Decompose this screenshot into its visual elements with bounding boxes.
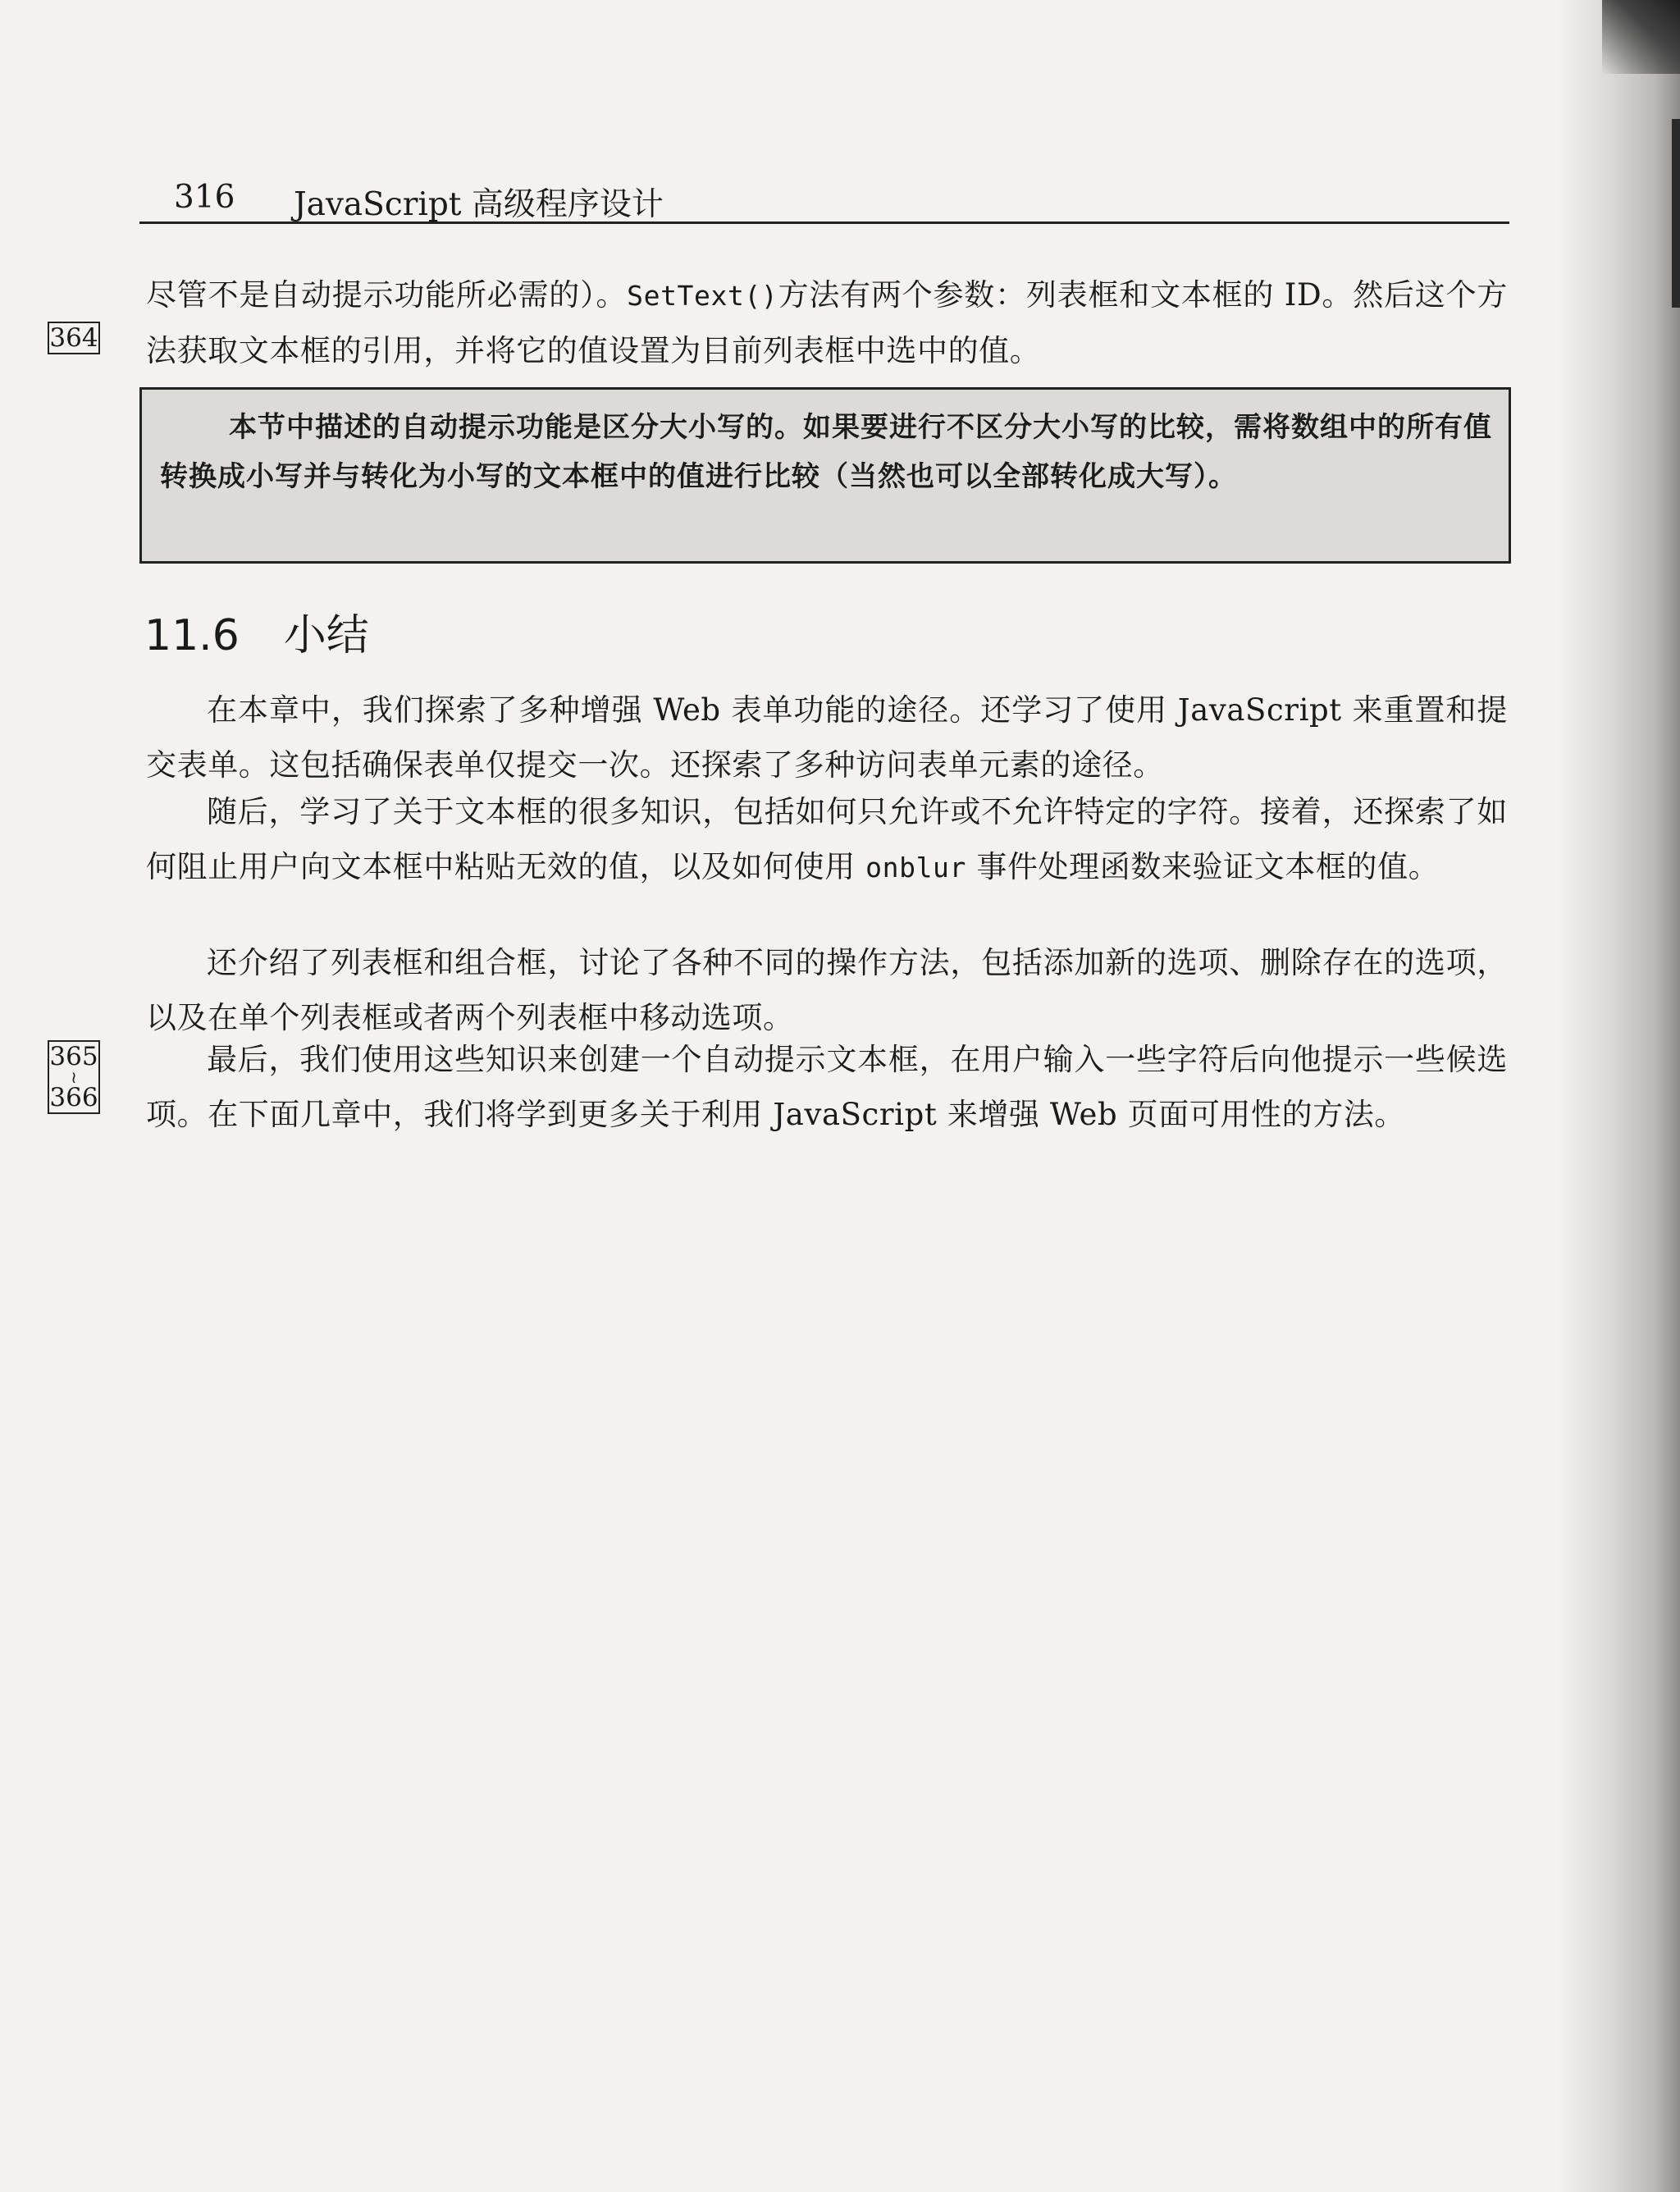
intro-text-2: 方法有两个参数：列表框和文本框的 ID。然后这个方法获取文本框的引用，并将它的值设置为目前列表框中选中的值。 <box>146 277 1508 368</box>
intro-text-1: 尽管不是自动提示功能所必需的）。 <box>146 277 628 313</box>
section-heading <box>144 601 369 662</box>
margin-page-ref-364 <box>48 322 100 354</box>
margin-ref-end: 366 <box>49 1083 98 1112</box>
summary-paragraph-2 <box>146 784 1508 895</box>
onblur-code: onblur <box>865 852 966 884</box>
summary-paragraph-1: 在本章中，我们探索了多种增强 Web 表单功能的途径。还学习了使用 JavaScript 来重置和提交表单。这包括确保表单仅提交一次。还探索了多种访问表单元素的途径。 <box>146 692 1508 783</box>
margin-ref-sep: ≀ <box>71 1067 77 1087</box>
summary-paragraph-3: 还介绍了列表框和组合框，讨论了各种不同的操作方法，包括添加新的选项、删除存在的选项，以及在单个列表框或者两个列表框中移动选项。 <box>146 945 1508 1035</box>
page-number: 316 <box>174 179 235 216</box>
summary-p2-text-2: 事件处理函数来验证文本框的值。 <box>966 849 1440 884</box>
intro-paragraph <box>146 267 1508 378</box>
note-box <box>139 387 1511 564</box>
running-title: JavaScript 高级程序设计 <box>294 186 664 223</box>
summary-p2-text-1: 随后，学习了关于文本框的很多知识，包括如何只允许或不允许特定的字符。接着，还探索了如何阻止用户向文本框中粘贴无效的值，以及如何使用 <box>146 794 1508 884</box>
note-text: 本节中描述的自动提示功能是区分大小写的。如果要进行不区分大小写的比较，需将数组中的所有值转换成小写并与转化为小写的文本框中的值进行比较（当然也可以全部转化成大写）。 <box>160 411 1492 493</box>
summary-paragraph-4: 最后，我们使用这些知识来创建一个自动提示文本框，在用户输入一些字符后向他提示一些候选项。在下面几章中，我们将学到更多关于利用 JavaScript 来增强 Web 页面可用性的方法。 <box>146 1042 1508 1132</box>
scan-edge-mark <box>1672 119 1680 308</box>
scan-edge-shadow <box>1557 0 1680 2192</box>
margin-ref-text: 364 <box>49 323 98 353</box>
section-title: 小结 <box>283 611 369 660</box>
margin-ref-start: 365 <box>49 1042 98 1071</box>
margin-page-ref-365-366 <box>48 1040 100 1114</box>
settext-code: SetText() <box>627 280 778 312</box>
page-header <box>139 174 1509 224</box>
scan-corner-shadow <box>1602 0 1680 74</box>
section-number: 11.6 <box>144 611 240 660</box>
